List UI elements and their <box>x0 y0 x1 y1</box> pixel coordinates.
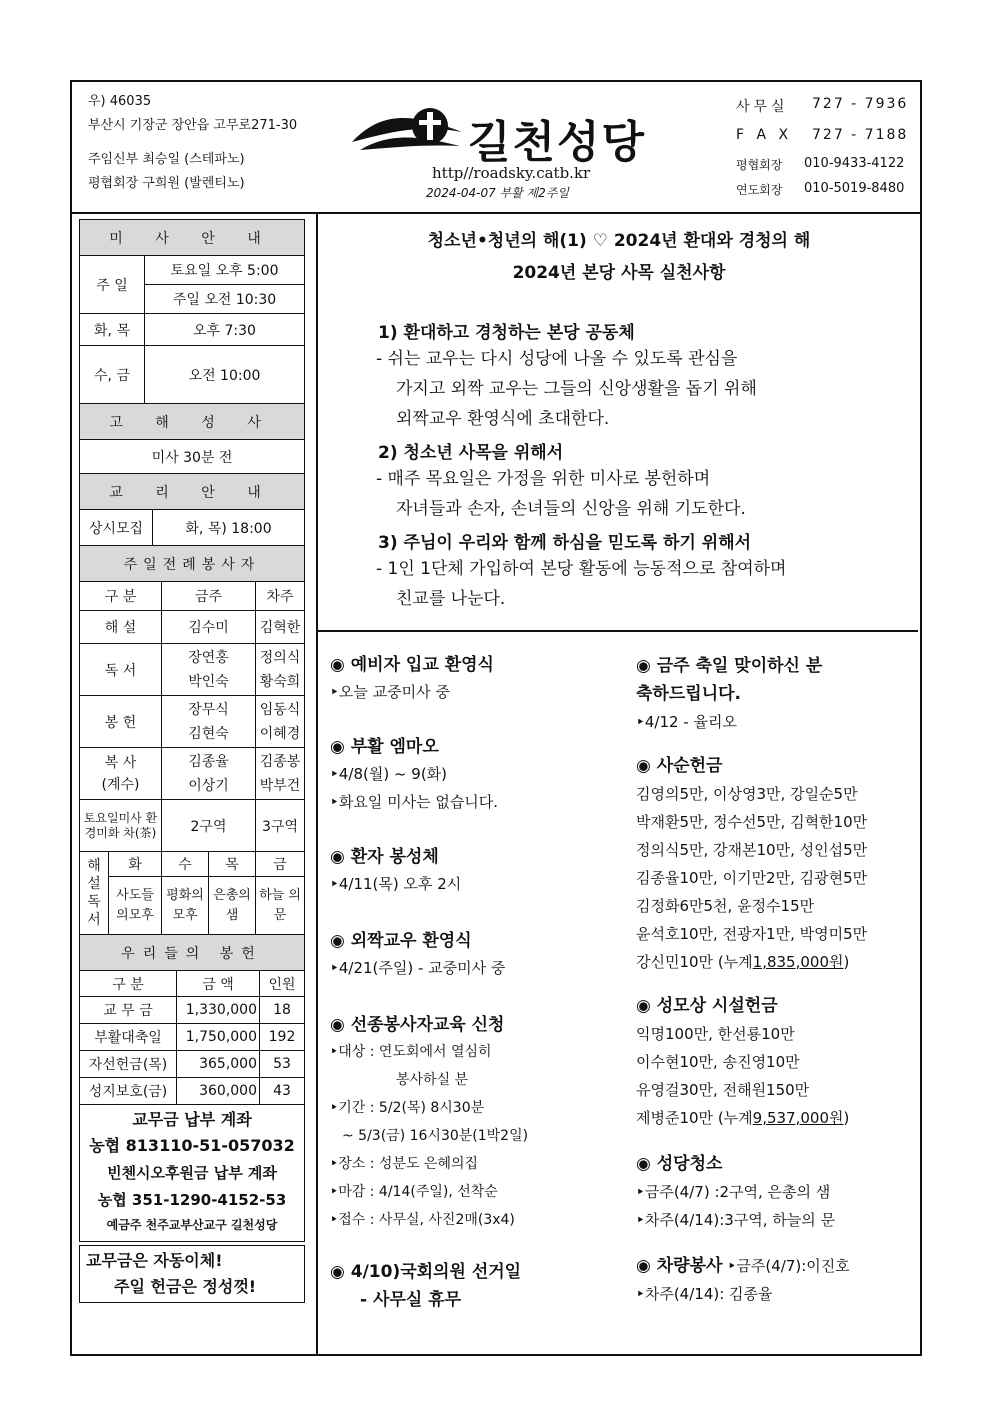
statue-total-close: ) <box>843 1109 850 1127</box>
offering-category: 부활대축일 <box>80 1024 177 1051</box>
lent-line-2: 박재환5만, 정수선5만, 김혁한10만 <box>636 813 868 831</box>
fax-number: 727 - 7188 <box>812 127 909 143</box>
news-training-line-1: ‣대상 : 연도회에서 열심히 <box>330 1044 492 1060</box>
news-emmaus-line-1: ‣4/8(월) ~ 9(화) <box>330 765 448 783</box>
driving-title: ◉ 차량봉사 <box>636 1256 723 1276</box>
account-holder: 예금주 천주교부산교구 길천성당 <box>106 1218 278 1232</box>
driving-this-week: ‣금주(4/7):이진호 <box>727 1257 850 1275</box>
offering-row <box>80 1078 305 1105</box>
server-next-2: 박부건 <box>259 777 301 794</box>
council-phone: 010-9433-4122 <box>804 156 905 171</box>
news-welcome-line: ‣4/21(주일) - 교중미사 중 <box>330 959 506 977</box>
practice-1-line-2: 가지고 외짝 교우는 그들의 신앙생활을 돕기 위해 <box>396 379 757 399</box>
driving-next-week: ‣차주(4/14): 김종율 <box>636 1285 773 1303</box>
group-fri: 하늘 의문 <box>256 877 305 935</box>
left-column <box>79 219 305 1303</box>
news-training-line-7: ‣접수 : 사무실, 사진2매(3x4) <box>330 1212 515 1228</box>
driving-row <box>636 1252 918 1280</box>
offering-count: 192 <box>260 1024 305 1051</box>
offering-category: 자선헌금(목) <box>80 1051 177 1078</box>
group-tue: 사도들 의모후 <box>109 877 162 935</box>
mass-title: 미 사 안 내 <box>80 220 305 256</box>
news-training-line-2: 봉사하실 분 <box>396 1072 469 1088</box>
server-next-1: 김종봉 <box>259 753 301 770</box>
server-label: 복 사 <box>104 754 137 771</box>
vincent-account-number: 농협 351-1290-4152-53 <box>97 1191 287 1209</box>
liturgy-h-this-week: 금주 <box>162 582 256 611</box>
offering-count: 53 <box>260 1051 305 1078</box>
commentary-next: 김혁한 <box>256 611 305 644</box>
column-divider <box>316 212 318 1356</box>
offering-amount: 1,330,000 <box>177 997 260 1024</box>
statue-line-3: 유영걸30만, 전해원150만 <box>636 1081 810 1099</box>
catechism-label: 상시모집 <box>80 510 153 546</box>
office-label: 사무실 <box>736 99 789 115</box>
day-wed: 수 <box>162 852 209 877</box>
lent-total-amount: 1,835,000원 <box>752 953 844 971</box>
news-training-line-6: ‣마감 : 4/14(주일), 선착순 <box>330 1184 498 1200</box>
sunday-label: 주 일 <box>80 256 145 314</box>
section-divider <box>318 630 918 632</box>
feast-line: ‣4/12 - 율리오 <box>636 713 737 731</box>
news-welcome-title: ◉ 외짝교우 환영식 <box>330 931 472 951</box>
cleaning-line-1: ‣금주(4/7) :2구역, 은총의 샘 <box>636 1183 831 1201</box>
news-training-line-3: ‣기간 : 5/2(목) 8시30분 <box>330 1100 485 1116</box>
notice-line-1: 교무금은 자동이체! <box>86 1251 223 1270</box>
offering-category: 교 무 금 <box>80 997 177 1024</box>
wed-fri-time: 오전 10:00 <box>145 346 305 404</box>
reading-next-2: 황숙희 <box>259 673 301 690</box>
offering-category: 성지보호(금) <box>80 1078 177 1105</box>
offertory-next-2: 이혜경 <box>259 725 301 742</box>
pastor: 주임신부 최승일 (스테파노) <box>88 152 245 167</box>
offering-h-amount: 금 액 <box>177 971 260 997</box>
lent-line-6: 윤석호10만, 전광자1만, 박영미5만 <box>636 925 868 943</box>
address: 부산시 기장군 장안읍 고무로271-30 <box>88 118 298 133</box>
news-training-line-4: ~ 5/3(금) 16시30분(1박2일) <box>342 1128 529 1144</box>
saturday-cleaning-this: 2구역 <box>162 800 256 852</box>
statue-offering-title: ◉ 성모상 시설헌금 <box>636 996 778 1016</box>
feast-title-2: 축하드립니다. <box>636 684 741 704</box>
church-logo-icon <box>350 102 468 162</box>
confession-title: 고 해 성 사 <box>80 404 305 440</box>
catechism-time: 화, 목) 18:00 <box>153 510 305 546</box>
logo-block <box>350 96 710 206</box>
offering-row <box>80 997 305 1024</box>
saturday-mass: 토요일 오후 5:00 <box>145 256 305 285</box>
liturgy-h-category: 구 분 <box>80 582 162 611</box>
saturday-cleaning-next: 3구역 <box>256 800 305 852</box>
offering-row <box>80 1051 305 1078</box>
news-communion-title: ◉ 환자 봉성체 <box>330 847 439 867</box>
offering-amount: 365,000 <box>177 1051 260 1078</box>
news-emmaus-title: ◉ 부활 엠마오 <box>330 737 439 757</box>
statue-line-4 <box>636 1104 918 1132</box>
yeondo-label: 연도회장 <box>736 183 783 197</box>
offering-h-category: 구 분 <box>80 971 177 997</box>
offering-h-count: 인원 <box>260 971 305 997</box>
practice-1-title: 1) 환대하고 경청하는 본당 공동체 <box>378 323 635 343</box>
reading-this-2: 박인숙 <box>188 673 229 690</box>
day-fri: 금 <box>256 852 305 877</box>
lent-offering-title: ◉ 사순헌금 <box>636 756 723 776</box>
practice-3-title: 3) 주님이 우리와 함께 하심을 믿도록 하기 위해서 <box>378 533 752 553</box>
tue-thu-label: 화, 목 <box>80 314 145 346</box>
zip-code: 우) 46035 <box>88 94 152 109</box>
news-catechumen-line: ‣오늘 교중미사 중 <box>330 683 450 701</box>
offering-count: 43 <box>260 1078 305 1105</box>
liturgy-title: 주일전례봉사자 <box>80 546 305 582</box>
news-election-title: ◉ 4/10)국회의원 선거일 <box>330 1262 522 1282</box>
offering-count: 18 <box>260 997 305 1024</box>
account-box <box>79 1105 305 1242</box>
news-training-line-5: ‣장소 : 성분도 은혜의집 <box>330 1156 479 1172</box>
lent-total-label: 강신민10만 (누계 <box>636 953 753 971</box>
offertory-next-1: 임동식 <box>259 701 301 718</box>
catechism-table <box>79 509 305 546</box>
fax-label: F A X <box>736 127 793 143</box>
dues-account-title: 교무금 납부 계좌 <box>132 1110 252 1129</box>
tue-thu-time: 오후 7:30 <box>145 314 305 346</box>
wed-fri-label: 수, 금 <box>80 346 145 404</box>
day-thu: 목 <box>209 852 256 877</box>
commentary-label: 해 설 <box>80 611 162 644</box>
statue-line-2: 이수현10만, 송진영10만 <box>636 1053 800 1071</box>
council-label: 평협회장 <box>736 158 783 172</box>
confession-time: 미사 30분 전 <box>80 440 305 474</box>
practice-1-line-3: 외짝교우 환영식에 초대한다. <box>396 409 610 429</box>
bulletin-date: 2024-04-07 부활 제2주일 <box>426 186 569 200</box>
lent-line-5: 김정화6만5천, 윤정수15만 <box>636 897 815 915</box>
statue-total-label: 제병준10만 (누계 <box>636 1109 753 1127</box>
statue-total-amount: 9,537,000원 <box>752 1109 844 1127</box>
offering-amount: 1,750,000 <box>177 1024 260 1051</box>
reading-next-1: 정의식 <box>259 649 301 666</box>
pastoral-title-2: 2024년 본당 사목 실천사항 <box>512 263 726 283</box>
church-name: 길천성당 <box>468 117 647 168</box>
commentary-reading-label: 해설 독서 <box>80 852 109 935</box>
pastoral-title-1: 청소년•청년의 해(1) ♡ 2024년 환대와 경청의 해 <box>427 231 811 251</box>
notice-box <box>79 1245 305 1303</box>
offering-table <box>79 934 305 1105</box>
offering-amount: 360,000 <box>177 1078 260 1105</box>
practice-2-line-2: 자녀들과 손자, 손녀들의 신앙을 위해 기도한다. <box>396 499 746 519</box>
offering-row <box>80 1024 305 1051</box>
lent-line-7 <box>636 948 918 976</box>
lent-total-close: ) <box>843 953 850 971</box>
lent-line-3: 정의식5만, 강재본10만, 성인섭5만 <box>636 841 868 859</box>
statue-line-1: 익명100만, 한선룡10만 <box>636 1025 795 1043</box>
feast-title-1: ◉ 금주 축일 맞이하신 분 <box>636 656 823 676</box>
saturday-cleaning-label: 토요일미사 환경미화 차(茶) <box>80 800 162 852</box>
cleaning-title: ◉ 성당청소 <box>636 1154 723 1174</box>
server-this-2: 이상기 <box>188 777 229 794</box>
offering-title: 우리들의 봉헌 <box>80 935 305 971</box>
liturgy-h-next-week: 차주 <box>256 582 305 611</box>
reading-this-1: 장연홍 <box>188 649 229 666</box>
bulletin-frame <box>70 80 922 1356</box>
news-catechumen-title: ◉ 예비자 입교 환영식 <box>330 655 494 675</box>
server-this-1: 김종율 <box>188 753 229 770</box>
practice-3-line-2: 친교를 나눈다. <box>396 589 506 609</box>
group-wed: 평화의 모후 <box>162 877 209 935</box>
header <box>72 82 920 214</box>
practice-1-line-1: - 쉬는 교우는 다시 성당에 나올 수 있도록 관심을 <box>376 349 738 369</box>
commentary-this: 김수미 <box>162 611 256 644</box>
practice-2-line-1: - 매주 목요일은 가정을 위한 미사로 봉헌하며 <box>376 469 711 489</box>
catechism-title: 교 리 안 내 <box>80 474 305 510</box>
offertory-this-2: 김현숙 <box>188 725 229 742</box>
group-thu: 은총의 샘 <box>209 877 256 935</box>
day-tue: 화 <box>109 852 162 877</box>
sunday-mass: 주일 오전 10:30 <box>145 285 305 314</box>
lent-line-1: 김영의5만, 이상영3만, 강일순5만 <box>636 785 858 803</box>
practice-2-title: 2) 청소년 사목을 위해서 <box>378 443 564 463</box>
practice-3-line-1: - 1인 1단체 가입하여 본당 활동에 능동적으로 참여하며 <box>376 559 787 579</box>
office-phone: 727 - 7936 <box>812 96 909 112</box>
website-url[interactable]: http//roadsky.catb.kr <box>432 164 591 182</box>
counter-label: (계수) <box>101 776 140 793</box>
cleaning-line-2: ‣차주(4/14):3구역, 하늘의 문 <box>636 1211 836 1229</box>
yeondo-phone: 010-5019-8480 <box>804 181 905 196</box>
offertory-this-1: 장무식 <box>188 701 229 718</box>
news-emmaus-line-2: ‣화요일 미사는 없습니다. <box>330 793 499 811</box>
mass-table <box>79 219 305 510</box>
council-president: 평협회장 구희원 (발렌티노) <box>88 176 245 191</box>
lent-line-4: 김종율10만, 이기만2만, 김광현5만 <box>636 869 868 887</box>
liturgy-table <box>79 545 305 935</box>
news-election-line: - 사무실 휴무 <box>360 1290 462 1310</box>
offertory-label: 봉 헌 <box>80 696 162 748</box>
dues-account-number: 농협 813110-51-057032 <box>89 1136 295 1155</box>
reading-label: 독 서 <box>80 644 162 696</box>
news-communion-line: ‣4/11(목) 오후 2시 <box>330 875 462 893</box>
notice-line-2: 주일 헌금은 정성껏! <box>114 1277 257 1296</box>
vincent-account-title: 빈첸시오후원금 납부 계좌 <box>107 1164 277 1182</box>
news-training-title: ◉ 선종봉사자교육 신청 <box>330 1015 505 1035</box>
